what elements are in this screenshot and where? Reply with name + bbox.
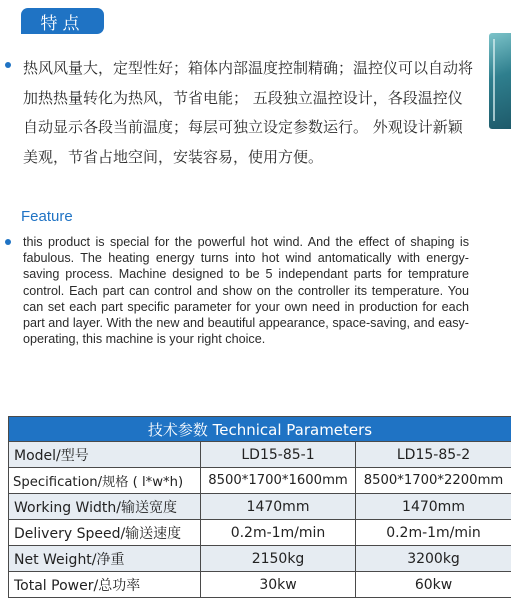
features-badge: 特点 <box>21 8 104 34</box>
row-label: Total Power/总功率 <box>9 572 201 598</box>
model-1-value: 2150kg <box>201 546 356 572</box>
table-header: 技术参数 Technical Parameters <box>9 417 511 442</box>
feature-heading: Feature <box>21 208 73 225</box>
row-label: Specification/规格 ( l*w*h) <box>9 468 201 494</box>
bullet-icon <box>5 239 11 245</box>
table-row <box>9 442 511 468</box>
model-2-value: 1470mm <box>356 494 511 520</box>
row-label: Delivery Speed/输送速度 <box>9 520 201 546</box>
model-2-value: 0.2m-1m/min <box>356 520 511 546</box>
model-1-value: 0.2m-1m/min <box>201 520 356 546</box>
bullet-icon <box>5 62 11 68</box>
model-2-value: 8500*1700*2200mm <box>356 468 511 494</box>
chinese-description: 热风风量大，定型性好；箱体内部温度控制精确；温控仪可以自动将加热热量转化为热风，节省电能； 五段独立温控设计，各段温控仪自动显示各段当前温度；每层可独立设定参数运行。 外观设计新颖美观，节省占地空间，安装容易，使用方便。 <box>23 54 473 172</box>
machine-photo <box>489 33 511 129</box>
model-1-value: 1470mm <box>201 494 356 520</box>
row-label: Model/型号 <box>9 442 201 468</box>
table-row <box>9 572 511 598</box>
model-2-value: 60kw <box>356 572 511 598</box>
model-1-value: 30kw <box>201 572 356 598</box>
model-1-value: 8500*1700*1600mm <box>201 468 356 494</box>
row-label: Working Width/输送宽度 <box>9 494 201 520</box>
model-1-value: LD15-85-1 <box>201 442 356 468</box>
technical-parameters-table <box>8 416 511 598</box>
model-2-value: LD15-85-2 <box>356 442 511 468</box>
table-row <box>9 468 511 494</box>
row-label: Net Weight/净重 <box>9 546 201 572</box>
model-2-value: 3200kg <box>356 546 511 572</box>
table-row <box>9 546 511 572</box>
table-row <box>9 520 511 546</box>
table-row <box>9 494 511 520</box>
english-description: this product is special for the powerful hot wind. And the effect of shaping is fabulous. The heating energy turns into hot wind antomatically with energy-saving process. Machine designed to be 5 independant parts for temprature control. Each part can control and show on the controller its temperature. You can set each part specific parameter for your own need in production for each part and layer. With the new and beautiful appearance, space-saving, and easy-operating, this machine is your right choice. <box>23 234 469 347</box>
